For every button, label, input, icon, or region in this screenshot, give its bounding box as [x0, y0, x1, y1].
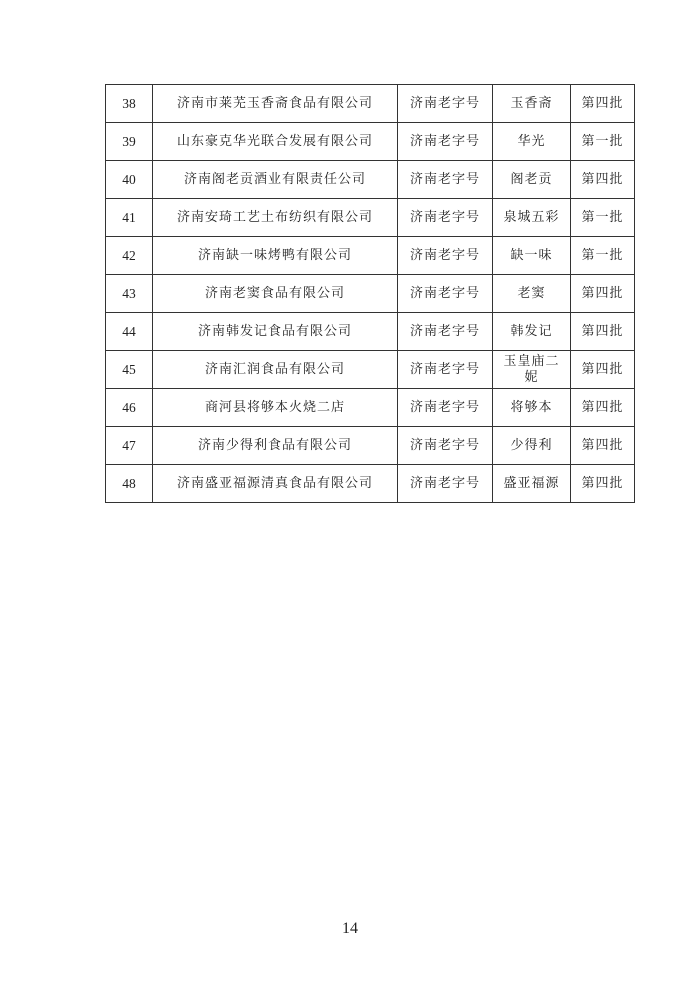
table-row: [106, 313, 635, 351]
batch: 第四批: [571, 161, 635, 199]
company-name: 济南汇润食品有限公司: [153, 351, 398, 389]
table-row: [106, 199, 635, 237]
batch: 第四批: [571, 427, 635, 465]
batch: 第四批: [571, 85, 635, 123]
category: 济南老字号: [398, 465, 493, 503]
company-name: 济南韩发记食品有限公司: [153, 313, 398, 351]
table-row: [106, 123, 635, 161]
table-row: [106, 389, 635, 427]
brand-name: 玉皇庙二妮: [493, 351, 571, 389]
company-name: 济南老窦食品有限公司: [153, 275, 398, 313]
page-number: 14: [342, 920, 358, 937]
row-number: 39: [106, 123, 153, 161]
category: 济南老字号: [398, 427, 493, 465]
batch: 第一批: [571, 123, 635, 161]
batch: 第四批: [571, 351, 635, 389]
category: 济南老字号: [398, 351, 493, 389]
row-number: 48: [106, 465, 153, 503]
category: 济南老字号: [398, 161, 493, 199]
company-name: 济南少得利食品有限公司: [153, 427, 398, 465]
table-row: [106, 275, 635, 313]
company-name: 山东豪克华光联合发展有限公司: [153, 123, 398, 161]
table-row: [106, 351, 635, 389]
company-name: 济南市莱芜玉香斋食品有限公司: [153, 85, 398, 123]
brand-name: 盛亚福源: [493, 465, 571, 503]
brand-name: 老窦: [493, 275, 571, 313]
brand-name: 少得利: [493, 427, 571, 465]
category: 济南老字号: [398, 199, 493, 237]
row-number: 46: [106, 389, 153, 427]
brand-name: 阁老贡: [493, 161, 571, 199]
company-name: 济南安琦工艺土布纺织有限公司: [153, 199, 398, 237]
company-name: 济南盛亚福源清真食品有限公司: [153, 465, 398, 503]
category: 济南老字号: [398, 85, 493, 123]
table-body: [106, 85, 635, 503]
brand-name: 玉香斋: [493, 85, 571, 123]
table-row: [106, 237, 635, 275]
row-number: 47: [106, 427, 153, 465]
row-number: 40: [106, 161, 153, 199]
table-row: [106, 465, 635, 503]
row-number: 38: [106, 85, 153, 123]
category: 济南老字号: [398, 237, 493, 275]
table-row: [106, 161, 635, 199]
company-name: 济南缺一味烤鸭有限公司: [153, 237, 398, 275]
brand-table: [105, 84, 635, 503]
brand-name: 韩发记: [493, 313, 571, 351]
row-number: 41: [106, 199, 153, 237]
batch: 第一批: [571, 237, 635, 275]
company-name: 商河县将够本火烧二店: [153, 389, 398, 427]
brand-name: 华光: [493, 123, 571, 161]
row-number: 44: [106, 313, 153, 351]
category: 济南老字号: [398, 123, 493, 161]
row-number: 43: [106, 275, 153, 313]
category: 济南老字号: [398, 275, 493, 313]
category: 济南老字号: [398, 313, 493, 351]
batch: 第一批: [571, 199, 635, 237]
brand-name: 缺一味: [493, 237, 571, 275]
table-row: [106, 427, 635, 465]
table-row: [106, 85, 635, 123]
batch: 第四批: [571, 389, 635, 427]
batch: 第四批: [571, 313, 635, 351]
brand-name: 将够本: [493, 389, 571, 427]
batch: 第四批: [571, 275, 635, 313]
brand-name: 泉城五彩: [493, 199, 571, 237]
row-number: 45: [106, 351, 153, 389]
category: 济南老字号: [398, 389, 493, 427]
company-name: 济南阁老贡酒业有限责任公司: [153, 161, 398, 199]
batch: 第四批: [571, 465, 635, 503]
row-number: 42: [106, 237, 153, 275]
